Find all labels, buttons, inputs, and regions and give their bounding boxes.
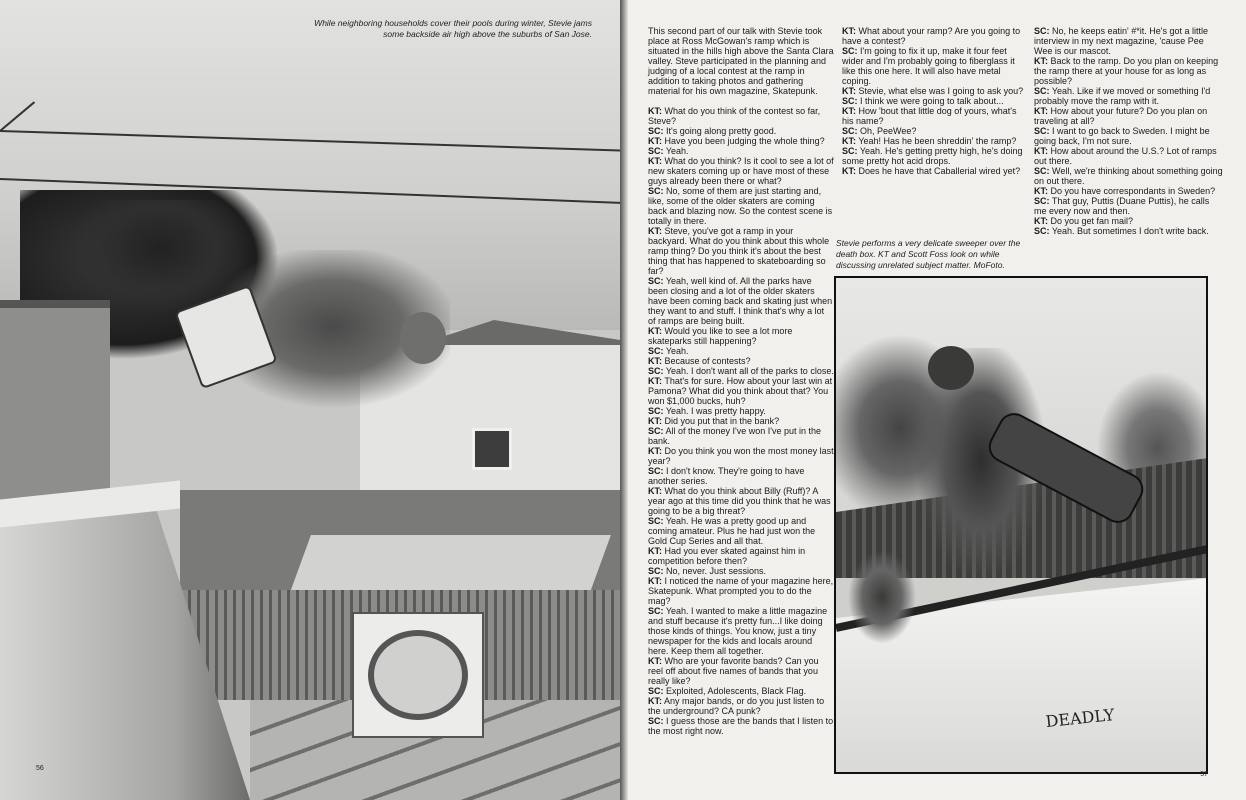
interview-line <box>648 446 834 466</box>
interview-text: I don't know. They're going to have another series. <box>648 466 805 486</box>
speaker-label: SC: <box>648 466 664 476</box>
photo-sign <box>352 612 484 738</box>
speaker-label: KT: <box>648 376 662 386</box>
speaker-label: KT: <box>1034 186 1048 196</box>
interview-line <box>648 366 834 376</box>
photo-helmet <box>928 346 974 390</box>
interview-line <box>1034 106 1224 126</box>
speaker-label: KT: <box>648 486 662 496</box>
interview-line <box>842 106 1026 126</box>
speaker-label: KT: <box>842 136 856 146</box>
speaker-label: SC: <box>648 716 664 726</box>
speaker-label: KT: <box>1034 56 1048 66</box>
right-photo-caption: Stevie performs a very delicate sweeper over the death box. KT and Scott Foss look on while discussing unrelated subject matter. MoFoto. <box>836 238 1021 270</box>
interview-text: Any major bands, or do you just listen to the underground? CA punk? <box>648 696 825 716</box>
interview-text: Yeah! Has he been shreddin' the ramp? <box>856 136 1017 146</box>
interview-text: Yeah. I wanted to make a little magazine and stuff because it's pretty fun...I like doing those kinds of things. You know, just a tiny newspaper for the kids and locals around here. Keep them all together. <box>648 606 828 656</box>
photo-window <box>472 428 512 470</box>
speaker-label: KT: <box>1034 146 1048 156</box>
photo-house-left <box>0 300 110 510</box>
speaker-label: SC: <box>1034 86 1050 96</box>
interview-text: No, some of them are just starting and, like, some of the older skaters are coming back and blazing now. So the contest scene is totally in there. <box>648 186 833 226</box>
interview-text: How about your future? Do you plan on traveling at all? <box>1034 106 1208 126</box>
interview-text: All of the money I've won I've put in the bank. <box>648 426 822 446</box>
interview-text: I'm going to fix it up, make it four feet wider and I'm probably going to fiberglass it like this one here. It will also have metal coping. <box>842 46 1015 86</box>
speaker-label: KT: <box>648 136 662 146</box>
interview-text: How 'bout that little dog of yours, what's his name? <box>842 106 1017 126</box>
speaker-label: SC: <box>648 426 664 436</box>
speaker-label: KT: <box>842 166 856 176</box>
interview-text: It's going along pretty good. <box>663 126 777 136</box>
speaker-label: SC: <box>648 276 664 286</box>
interview-line <box>1034 166 1224 186</box>
interview-line <box>648 136 834 146</box>
photo-helmet <box>400 312 446 364</box>
interview-line <box>648 716 834 736</box>
interview-line <box>842 146 1026 166</box>
interview-text: Do you think you won the most money last year? <box>648 446 834 466</box>
speaker-label: SC: <box>648 186 664 196</box>
interview-text: What do you think of the contest so far, Steve? <box>648 106 821 126</box>
interview-line <box>648 426 834 446</box>
interview-text: Yeah, well kind of. All the parks have been closing and a lot of the older skaters have been coming back and skating just when they want to and stuff. I think that's why a lot of ramps are being built. <box>648 276 833 326</box>
interview-column-2-lines <box>842 26 1026 176</box>
interview-line <box>648 486 834 516</box>
speaker-label: KT: <box>648 656 662 666</box>
interview-line <box>648 276 834 326</box>
interview-text: Yeah. I was pretty happy. <box>663 406 766 416</box>
sign-logo-icon <box>368 630 468 720</box>
speaker-label: SC: <box>1034 26 1050 36</box>
interview-line <box>1034 56 1224 86</box>
speaker-label: SC: <box>648 686 664 696</box>
speaker-label: SC: <box>648 346 664 356</box>
speaker-label: KT: <box>648 446 662 456</box>
interview-column-1-lines <box>648 106 834 736</box>
interview-line <box>648 186 834 226</box>
interview-line <box>648 126 834 136</box>
interview-text: Exploited, Adolescents, Black Flag. <box>663 686 807 696</box>
interview-text: Yeah. <box>663 346 689 356</box>
interview-text: I noticed the name of your magazine here, Skatepunk. What prompted you to do the mag? <box>648 576 834 606</box>
page-number-right: 57 <box>1200 771 1208 778</box>
interview-line <box>1034 196 1224 216</box>
speaker-label: KT: <box>648 416 662 426</box>
interview-line <box>648 106 834 126</box>
interview-line <box>648 376 834 406</box>
page-number-left: 56 <box>36 765 44 772</box>
interview-line <box>648 466 834 486</box>
interview-text: Yeah. <box>663 146 689 156</box>
interview-line <box>842 166 1026 176</box>
interview-text: Stevie, what else was I going to ask you? <box>856 86 1024 96</box>
speaker-label: KT: <box>648 326 662 336</box>
speaker-label: KT: <box>648 226 662 236</box>
interview-line <box>648 606 834 656</box>
speaker-label: SC: <box>842 146 858 156</box>
interview-line <box>842 26 1026 46</box>
interview-text: Who are your favorite bands? Can you reel off about five names of bands that you really like? <box>648 656 819 686</box>
speaker-label: KT: <box>842 26 856 36</box>
interview-line <box>648 146 834 156</box>
interview-line <box>1034 26 1224 56</box>
speaker-label: SC: <box>648 366 664 376</box>
speaker-label: SC: <box>842 126 858 136</box>
interview-line <box>1034 86 1224 106</box>
interview-text: What do you think? Is it cool to see a lot of new skaters coming up or have most of these guys already been there or what? <box>648 156 834 186</box>
interview-line <box>842 46 1026 86</box>
speaker-label: SC: <box>1034 166 1050 176</box>
interview-line <box>648 696 834 716</box>
interview-text: Would you like to see a lot more skateparks still happening? <box>648 326 793 346</box>
speaker-label: KT: <box>648 576 662 586</box>
speaker-label: SC: <box>842 96 858 106</box>
interview-line <box>842 126 1026 136</box>
interview-text: That guy, Puttis (Duane Puttis), he calls me every now and then. <box>1034 196 1210 216</box>
interview-text: Yeah. He's getting pretty high, he's doing some pretty hot acid drops. <box>842 146 1023 166</box>
interview-line <box>648 326 834 346</box>
speaker-label: KT: <box>648 696 662 706</box>
speaker-label: KT: <box>648 156 662 166</box>
interview-text: Did you put that in the bank? <box>662 416 780 426</box>
interview-line <box>648 516 834 546</box>
speaker-label: SC: <box>648 406 664 416</box>
interview-text: No, never. Just sessions. <box>663 566 767 576</box>
right-page-photo <box>834 276 1208 774</box>
speaker-label: SC: <box>1034 126 1050 136</box>
speaker-label: SC: <box>842 46 858 56</box>
speaker-label: KT: <box>648 356 662 366</box>
interview-text: That's for sure. How about your last win at Pamona? What did you think about that? You won $1,000 bucks, huh? <box>648 376 833 406</box>
interview-line <box>1034 226 1224 236</box>
speaker-label: SC: <box>648 516 664 526</box>
interview-column-3-lines <box>1034 26 1224 236</box>
interview-line <box>648 576 834 606</box>
interview-line <box>842 86 1026 96</box>
interview-text: Do you have correspondants in Sweden? <box>1048 186 1216 196</box>
interview-line <box>648 656 834 686</box>
interview-text: Because of contests? <box>662 356 751 366</box>
speaker-label: SC: <box>648 126 664 136</box>
interview-line <box>648 546 834 566</box>
interview-text: Oh, PeeWee? <box>857 126 917 136</box>
left-photo-caption: While neighboring households cover their pools during winter, Stevie jams some backside air high above the suburbs of San Jose. <box>314 18 592 39</box>
interview-text: What do you think about Billy (Ruff)? A year ago at this time did you think that he was going to be a big threat? <box>648 486 831 516</box>
interview-line <box>842 136 1026 146</box>
interview-line <box>648 416 834 426</box>
interview-column-1 <box>648 26 834 736</box>
interview-line <box>648 566 834 576</box>
interview-line <box>1034 126 1224 146</box>
speaker-label: SC: <box>648 606 664 616</box>
interview-text: Had you ever skated against him in competition before then? <box>648 546 806 566</box>
speaker-label: KT: <box>648 106 662 116</box>
interview-text: Does he have that Caballerial wired yet? <box>856 166 1021 176</box>
interview-column-3 <box>1034 26 1224 236</box>
right-page <box>628 0 1246 800</box>
speaker-label: SC: <box>1034 226 1050 236</box>
interview-text: Do you get fan mail? <box>1048 216 1134 226</box>
speaker-label: SC: <box>648 566 664 576</box>
page-gutter <box>620 0 628 800</box>
speaker-label: KT: <box>1034 216 1048 226</box>
interview-line <box>1034 146 1224 166</box>
interview-text: How about around the U.S.? Lot of ramps out there. <box>1034 146 1217 166</box>
interview-text: Back to the ramp. Do you plan on keeping the ramp there at your house for as long as possible? <box>1034 56 1219 86</box>
speaker-label: SC: <box>648 146 664 156</box>
speaker-label: KT: <box>648 546 662 556</box>
left-page-photo <box>0 0 620 800</box>
interview-line <box>648 156 834 186</box>
interview-line <box>648 686 834 696</box>
interview-column-2 <box>842 26 1026 176</box>
interview-text: I guess those are the bands that I listen to the most right now. <box>648 716 834 736</box>
interview-text: I want to go back to Sweden. I might be going back, I'm not sure. <box>1034 126 1210 146</box>
photo-graffiti: DEADLY <box>1044 705 1116 732</box>
interview-line <box>648 346 834 356</box>
interview-text: Steve, you've got a ramp in your backyard. What do you think about this whole ramp thing? Do you think it's about the best thing that has happened to skateboarding so far? <box>648 226 830 276</box>
speaker-label: KT: <box>842 106 856 116</box>
interview-line <box>648 356 834 366</box>
interview-text: I think we were going to talk about... <box>857 96 1004 106</box>
interview-text: Yeah. I don't want all of the parks to close. <box>663 366 834 376</box>
interview-line <box>648 406 834 416</box>
interview-intro: This second part of our talk with Stevie took place at Ross McGowan's ramp which is situated in the hills high above the Santa Clara valley. Steve participated in the planning and judging of a local contest at the ramp in addition to taking photos and gathering material for his own magazine, Skatepunk. <box>648 26 834 96</box>
interview-line <box>1034 186 1224 196</box>
interview-line <box>648 226 834 276</box>
interview-text: What about your ramp? Are you going to have a contest? <box>842 26 1021 46</box>
interview-text: Yeah. He was a pretty good up and coming amateur. Plus he had just won the Gold Cup Series and all that. <box>648 516 816 546</box>
interview-text: Yeah. But sometimes I don't write back. <box>1049 226 1209 236</box>
speaker-label: KT: <box>1034 106 1048 116</box>
interview-text: Well, we're thinking about something going on out there. <box>1034 166 1223 186</box>
interview-text: Have you been judging the whole thing? <box>662 136 825 146</box>
speaker-label: KT: <box>842 86 856 96</box>
speaker-label: SC: <box>1034 196 1050 206</box>
interview-line <box>842 96 1026 106</box>
photo-pool-cover <box>289 535 611 595</box>
interview-text: Yeah. Like if we moved or something I'd probably move the ramp with it. <box>1034 86 1211 106</box>
interview-line <box>1034 216 1224 226</box>
interview-text: No, he keeps eatin' #*it. He's got a little interview in my next magazine, 'cause Pee Wee is our mascot. <box>1034 26 1209 56</box>
